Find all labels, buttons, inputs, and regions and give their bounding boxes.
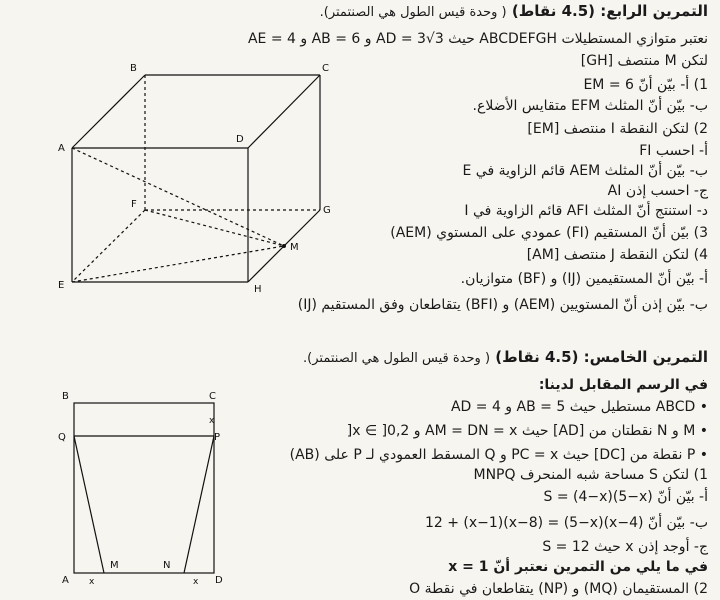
label-M2: M	[110, 560, 119, 571]
label-A: A	[58, 143, 65, 154]
cuboid-figure	[72, 75, 320, 282]
label-D: D	[236, 134, 244, 145]
ex4-line-7: ج- احسب إذن AI	[607, 183, 708, 199]
ex4-line-2: 1) أ- بيّن أنّ EM = 6	[583, 77, 708, 93]
label-C: C	[322, 63, 329, 74]
label-D2: D	[215, 575, 223, 586]
ex5-line-2: • P نقطة من [DC] حيث PC = x و Q المسقط العمودي لـ P على (AB)	[289, 447, 708, 463]
ex4-line-11: أ- بيّن أنّ المستقيمين (IJ) و (BF) متوازيان.	[460, 271, 708, 287]
ex5-last: 2) المستقيمان (MQ) و (NP) يتقاطعان في نقطة O	[409, 581, 708, 597]
ex5-line-0: • ABCD مستطيل حيث AB = 5 و AD = 4	[450, 399, 708, 415]
ex4-line-8: د- استنتج أنّ المثلث AFI قائم الزاوية في I	[464, 203, 708, 219]
ex5-subhead: في ما يلي من التمرين نعتبر أنّ x = 1	[448, 559, 708, 575]
label-E: E	[58, 280, 65, 291]
segment-AM	[72, 148, 284, 246]
label-P: P	[214, 432, 221, 443]
ex4-line-12: ب- بيّن إذن أنّ المستويين (AEM) و (BFI) يتقاطعان وفق المستقيم (IJ)	[297, 297, 708, 313]
edge-CD	[248, 75, 320, 148]
segment-PN	[184, 436, 214, 573]
ex4-line-9: 3) بيّن أنّ المستقيم (FI) عمودي على المستوي (AEM)	[390, 225, 708, 241]
ex4-line-6: ب- بيّن أنّ المثلث AEM قائم الزاوية في E	[462, 163, 708, 179]
ex5-line-4: أ- بيّن أنّ S = (4−x)(5−x)	[543, 489, 708, 505]
label-N: N	[163, 560, 171, 571]
ex4-line-10: 4) لتكن النقطة J منتصف [AM]	[526, 247, 708, 263]
label-G: G	[323, 205, 331, 216]
ex5-intro: في الرسم المقابل لدينا:	[538, 377, 708, 393]
ex4-line-4: 2) لتكن النقطة I منتصف [EM]	[527, 121, 708, 137]
ex4-line-0: نعتبر متوازي المستطيلات ABCDEFGH حيث AD = 3√3 و AB = 6 و AE = 4	[247, 31, 708, 47]
label-x-ND: x	[193, 577, 199, 587]
label-x-PC: x	[209, 416, 215, 426]
rectangle-figure	[74, 403, 214, 573]
label-B2: B	[62, 391, 69, 402]
rectangle-ABCD	[74, 403, 214, 573]
edge-AB	[72, 75, 145, 148]
ex5-line-5: ب- بيّن أنّ (4−x)(5−x) = 12 + (x−1)(x−8)	[424, 515, 708, 531]
label-H: H	[254, 284, 262, 295]
label-B: B	[130, 63, 137, 74]
ex4-line-3: ب- بيّن أنّ المثلث EFM متقايس الأضلاع.	[472, 98, 708, 114]
segment-QM	[74, 436, 104, 573]
label-M: M	[290, 242, 299, 253]
ex4-title-text: التمرين الرابع: (4.5 نقاط)	[511, 2, 708, 20]
ex5-line-3: 1) لتكن S مساحة شبه المنحرف MNPQ	[473, 467, 708, 483]
ex5-title-text: التمرين الخامس: (4.5 نقاط)	[495, 348, 708, 366]
label-A2: A	[62, 575, 69, 586]
label-x-AM: x	[89, 577, 95, 587]
ex4-line-5: أ- احسب FI	[639, 143, 708, 159]
label-Q: Q	[58, 432, 66, 443]
segment-FM	[145, 210, 284, 246]
ex5-unit-note: ( وحدة قيس الطول هي الصنتمتر).	[303, 351, 491, 366]
point-M	[282, 244, 286, 248]
ex4-line-1: لتكن M منتصف [GH]	[580, 53, 708, 69]
ex5-line-1: • M و N نقطتان من [AD] حيث AM = DN = x و x ∈ ]0,2[	[346, 423, 708, 439]
segment-EM	[72, 246, 284, 282]
ex4-unit-note: ( وحدة قيس الطول هي الصنتمتر).	[319, 5, 507, 20]
label-F: F	[131, 199, 137, 210]
label-C2: C	[209, 391, 216, 402]
ex5-line-6: ج- أوجد إذن x حيث S = 12	[542, 539, 708, 555]
